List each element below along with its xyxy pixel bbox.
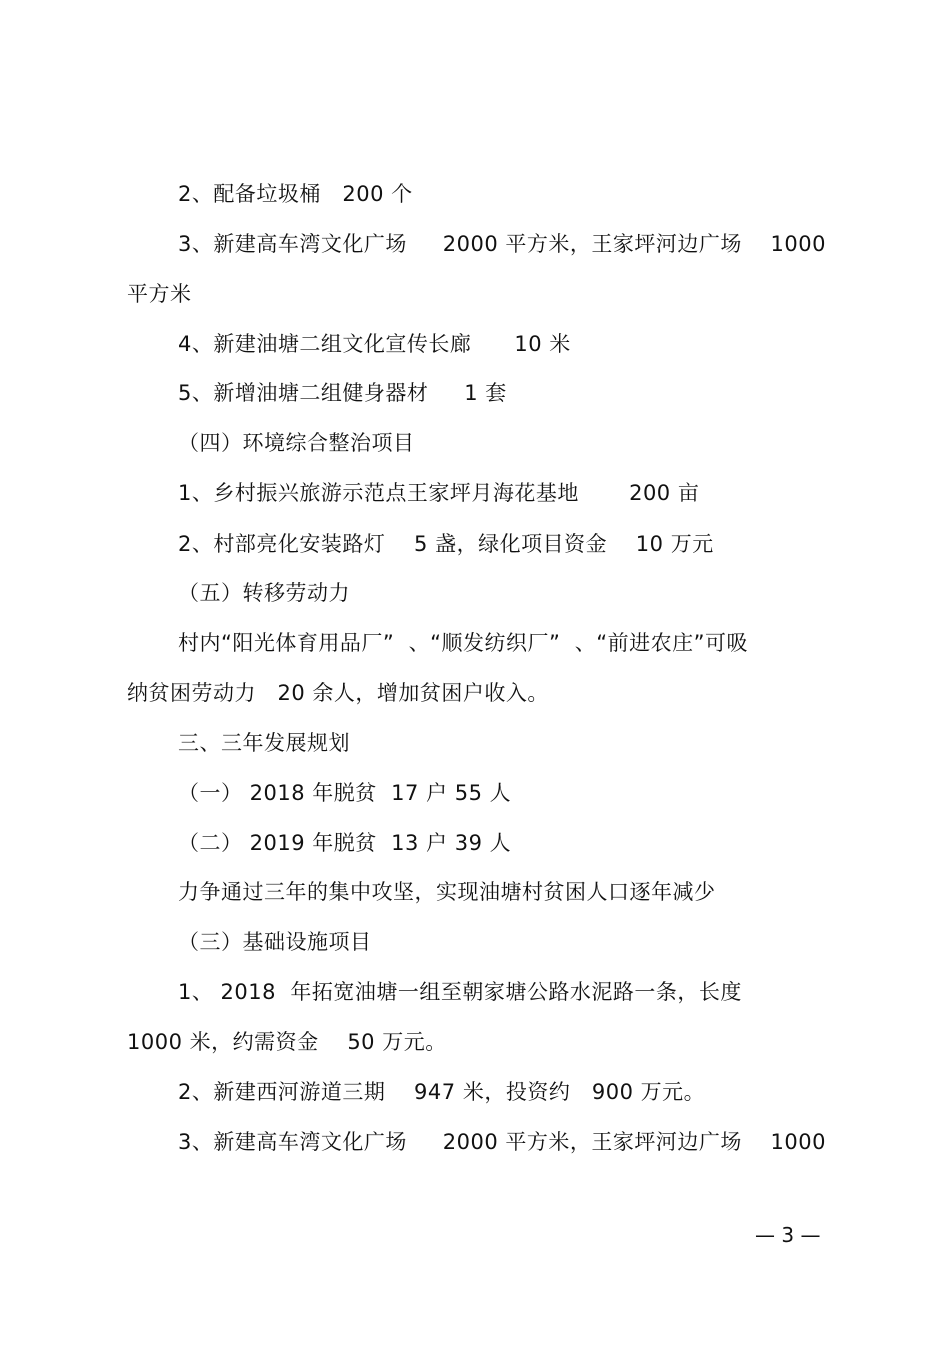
text-line-4: 4、新建油塘二组文化宣传长廊 10 米 bbox=[178, 332, 571, 356]
page-number: — 3 — bbox=[755, 1223, 821, 1247]
text-line-2: 3、新建高车湾文化广场 2000 平方米，王家坪河边广场 1000 bbox=[178, 232, 826, 256]
section-heading-infrastructure: （三）基础设施项目 bbox=[178, 930, 372, 954]
text-line-3: 平方米 bbox=[127, 282, 192, 306]
text-line-17: 1、 2018 年拓宽油塘一组至朝家塘公路水泥路一条，长度 bbox=[178, 980, 742, 1004]
text-line-1: 2、配备垃圾桶 200 个 bbox=[178, 182, 413, 206]
section-heading-five: （五）转移劳动力 bbox=[178, 581, 350, 605]
section-heading-four: （四）环境综合整治项目 bbox=[178, 431, 415, 455]
section-heading-three-year-plan: 三、三年发展规划 bbox=[178, 731, 350, 755]
text-line-5: 5、新增油塘二组健身器材 1 套 bbox=[178, 381, 507, 405]
text-line-10: 村内“阳光体育用品厂” 、“顺发纺织厂” 、“前进农庄”可吸 bbox=[178, 631, 748, 655]
text-line-14: （二） 2019 年脱贫 13 户 39 人 bbox=[178, 831, 512, 855]
text-line-15: 力争通过三年的集中攻坚，实现油塘村贫困人口逐年减少 bbox=[178, 880, 716, 904]
text-line-20: 3、新建高车湾文化广场 2000 平方米，王家坪河边广场 1000 bbox=[178, 1130, 826, 1154]
text-line-11: 纳贫困劳动力 20 余人，增加贫困户收入。 bbox=[127, 681, 549, 705]
text-line-18: 1000 米，约需资金 50 万元。 bbox=[127, 1030, 447, 1054]
text-line-7: 1、乡村振兴旅游示范点王家坪月海花基地 200 亩 bbox=[178, 481, 700, 505]
text-line-19: 2、新建西河游道三期 947 米，投资约 900 万元。 bbox=[178, 1080, 706, 1104]
text-line-8: 2、村部亮化安装路灯 5 盏，绿化项目资金 10 万元 bbox=[178, 532, 714, 556]
text-line-13: （一） 2018 年脱贫 17 户 55 人 bbox=[178, 781, 512, 805]
